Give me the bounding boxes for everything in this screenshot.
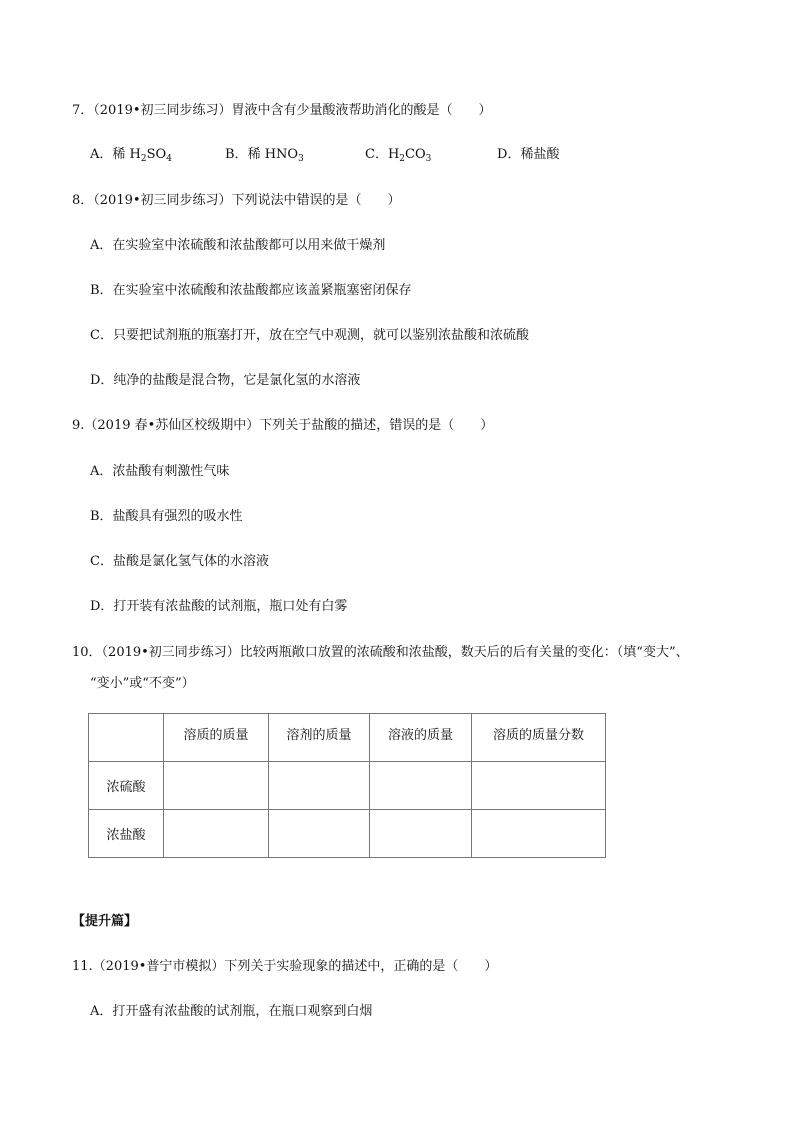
question-9-option-b: B．盐酸具有强烈的吸水性 (90, 509, 243, 524)
question-7-options (0, 146, 794, 166)
section-heading: 【提升篇】 (72, 914, 138, 929)
question-11-option-a: A．打开盛有浓盐酸的试剂瓶，在瓶口观察到白烟 (90, 1004, 373, 1019)
question-8-stem: 8．（2019•初三同步练习）下列说法中错误的是（ ） (72, 193, 401, 208)
option-c: C．$H_2CO_3$ (365, 147, 432, 164)
table-row (89, 810, 606, 858)
table-cell[interactable] (269, 810, 370, 858)
question-10-table (88, 713, 606, 858)
table-row (89, 762, 606, 810)
question-7-stem: 7．（2019•初三同步练习）胃液中含有少量酸液帮助消化的酸是（ ） (72, 103, 492, 118)
question-9-option-c: C．盐酸是氯化氢气体的水溶液 (90, 554, 269, 569)
table-header-cell: 溶剂的质量 (269, 714, 370, 762)
option-b: B．稀 $HNO_3$ (225, 147, 304, 164)
question-9-stem: 9.（2019 春•苏仙区校级期中）下列关于盐酸的描述，错误的是（ ） (72, 418, 494, 433)
question-10-stem-line-1: 10．（2019•初三同步练习）比较两瓶敞口放置的浓硫酸和浓盐酸，数天后的后有关量的变化：（填“变大”、 (72, 645, 689, 660)
option-a: A．稀 $H_2SO_4$ (90, 147, 172, 164)
table-cell[interactable] (472, 810, 606, 858)
question-9-option-d: D．打开装有浓盐酸的试剂瓶，瓶口处有白雾 (90, 599, 348, 614)
question-9-option-a: A．浓盐酸有刺激性气味 (90, 464, 230, 479)
table-row-label: 浓硫酸 (89, 762, 164, 810)
table-header-row (89, 714, 606, 762)
option-d: D．稀盐酸 (497, 147, 560, 162)
table-cell[interactable] (164, 810, 269, 858)
table-cell[interactable] (269, 762, 370, 810)
table-cell[interactable] (370, 762, 472, 810)
question-10-stem-line-2: “变小”或“不变”） (90, 676, 195, 691)
question-11-stem: 11.（2019•普宁市模拟）下列关于实验现象的描述中，正确的是（ ） (72, 959, 498, 974)
question-8-option-c: C．只要把试剂瓶的瓶塞打开，放在空气中观测，就可以鉴别浓盐酸和浓硫酸 (90, 328, 529, 343)
question-8-option-b: B．在实验室中浓硫酸和浓盐酸都应该盖紧瓶塞密闭保存 (90, 283, 412, 298)
table-cell[interactable] (370, 810, 472, 858)
question-8-option-d: D．纯净的盐酸是混合物，它是氯化氢的水溶液 (90, 373, 361, 388)
table-header-cell (89, 714, 164, 762)
table-cell[interactable] (472, 762, 606, 810)
table-row-label: 浓盐酸 (89, 810, 164, 858)
table-header-cell: 溶质的质量分数 (472, 714, 606, 762)
table-header-cell: 溶质的质量 (164, 714, 269, 762)
table-header-cell: 溶液的质量 (370, 714, 472, 762)
table-cell[interactable] (164, 762, 269, 810)
question-8-option-a: A．在实验室中浓硫酸和浓盐酸都可以用来做干燥剂 (90, 238, 386, 253)
